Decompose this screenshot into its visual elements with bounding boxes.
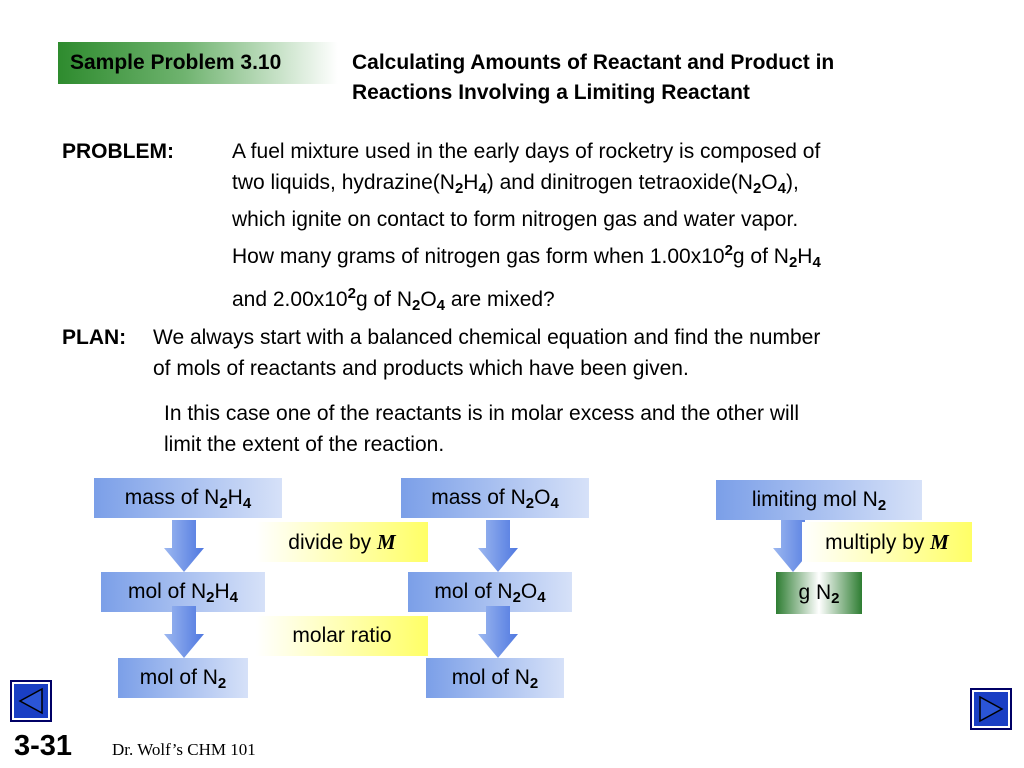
nav-forward-icon xyxy=(976,694,1006,724)
slide-title xyxy=(352,48,834,108)
problem-label: PROBLEM: xyxy=(62,140,174,163)
problem-line-3: which ignite on contact to form nitrogen gas and water vapor. xyxy=(232,208,799,231)
plan-line-2: of mols of reactants and products which have been given. xyxy=(153,357,689,380)
arrow-down-icon xyxy=(478,520,518,572)
problem-line-2: two liquids, $hydrazine(N_2H_4)$ and dinitrogen $tetraoxide(N_2O_4)$, xyxy=(232,171,799,197)
problem-line-5: and $2.00x10^2g$ of $N_2O_4$ are mixed? xyxy=(232,285,555,314)
title-line-1: Calculating Amounts of Reactant and Product in xyxy=(352,51,835,74)
plan-text xyxy=(153,322,993,384)
arrow-down-icon xyxy=(478,606,518,658)
mol-n2-box-left: mol of $N_2$ xyxy=(118,658,248,698)
plan-label: PLAN: xyxy=(62,326,127,349)
arrow-down-icon xyxy=(164,520,204,572)
mol-n2h4-box: mol of $N_2H_4$ xyxy=(101,572,265,612)
plan-line-4: limit the extent of the reaction. xyxy=(164,433,445,456)
problem-line-4: How many grams of nitrogen gas form when $1.00x10^2g$ of $N_2H_4$ xyxy=(232,242,821,271)
plan-line-3: In this case one of the reactants is in molar excess and the other will xyxy=(164,402,799,425)
plan-note xyxy=(164,398,994,460)
problem-text xyxy=(232,136,992,321)
title-line-2: Reactions Involving a Limiting Reactant xyxy=(352,81,750,104)
slide-number: 3-31 xyxy=(14,730,73,762)
problem-line-1: A fuel mixture used in the early days of rocketry is composed of xyxy=(232,140,821,163)
nav-back-button[interactable] xyxy=(12,682,50,720)
mol-n2o4-box: mol of $N_2O_4$ xyxy=(408,572,572,612)
grams-n2-box: g $N_2$ xyxy=(776,572,862,614)
mol-n2-box-right: mol of $N_2$ xyxy=(426,658,564,698)
sample-problem-tag xyxy=(58,42,338,84)
arrow-down-icon xyxy=(164,606,204,658)
divide-by-molar-mass-box: divide by M xyxy=(256,522,428,562)
nav-forward-button[interactable] xyxy=(972,690,1010,728)
mass-n2h4-box: mass of $N_2H_4$ xyxy=(94,478,282,518)
plan-line-1: We always start with a balanced chemical equation and find the number xyxy=(153,326,821,349)
sample-problem-label: Sample Problem 3.10 xyxy=(70,51,282,74)
footer-author: Dr. Wolf’s CHM 101 xyxy=(112,740,256,759)
limiting-mol-n2-box: limiting mol $N_2$ xyxy=(716,480,922,520)
molar-ratio-box: molar ratio xyxy=(256,616,428,656)
multiply-by-molar-mass-box: multiply by M xyxy=(802,522,972,562)
nav-back-icon xyxy=(16,686,46,716)
mass-n2o4-box: mass of $N_2O_4$ xyxy=(401,478,589,518)
